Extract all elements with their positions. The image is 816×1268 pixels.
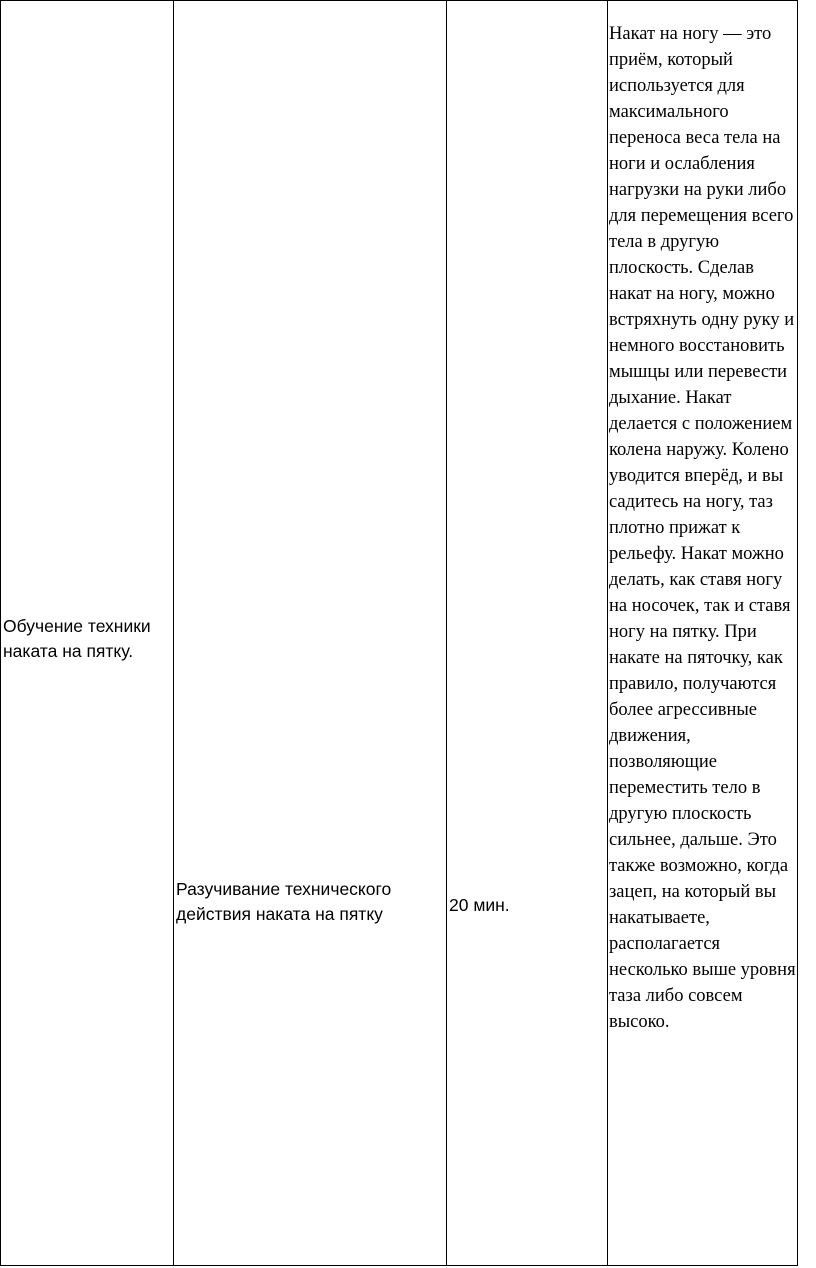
- topic-text: Обучение техники наката на пятку.: [3, 616, 151, 661]
- table-row: [1, 1, 798, 1266]
- description-cell: [608, 1, 798, 1266]
- activity-cell: [174, 1, 447, 1266]
- duration-cell: [447, 1, 608, 1266]
- duration-text: 20 мин.: [449, 895, 510, 915]
- topic-cell: [1, 1, 174, 1266]
- activity-text: Разучивание технического действия наката на пятку: [176, 879, 392, 924]
- description-text: Накат на ногу — это приём, который используется для максимального переноса веса тела на ноги и ослабления нагрузки на руки либо для перемещения всего тела в другую плоскость. Сделав накат на ногу, можно встряхнуть одну руку и немного восстановить мышцы или перевести дыхание. Накат делается с положением колена наружу. Колено уводится вперёд, и вы садитесь на ногу, таз плотно прижат к рельефу. Накат можно делать, как ставя ногу на носочек, так и ставя ногу на пятку. При накате на пяточку, как правило, получаются более агрессивные движения, позволяющие переместить тело в другую плоскость сильнее, дальше. Это также возможно, когда зацеп, на который вы накатываете, располагается несколько выше уровня таза либо совсем высоко.: [609, 24, 796, 1032]
